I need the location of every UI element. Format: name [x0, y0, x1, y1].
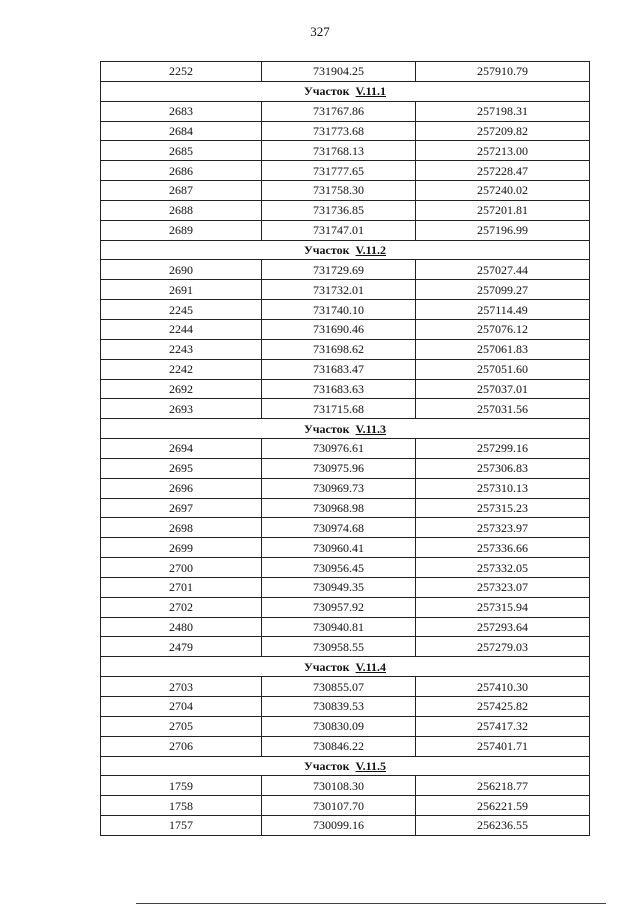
table-row	[101, 716, 590, 736]
y-coordinate-cell: 257315.23	[416, 498, 590, 518]
coordinates-table-body	[101, 62, 590, 836]
point-number-cell: 2693	[101, 399, 262, 419]
x-coordinate-cell: 730975.96	[262, 458, 416, 478]
point-number-cell: 2686	[101, 161, 262, 181]
y-coordinate-cell: 257323.07	[416, 577, 590, 597]
point-number-cell: 2691	[101, 280, 262, 300]
x-coordinate-cell: 731736.85	[262, 200, 416, 220]
y-coordinate-cell: 257076.12	[416, 319, 590, 339]
section-code: V.11.5	[355, 758, 387, 773]
section-code: V.11.2	[355, 243, 387, 258]
table-row	[101, 558, 590, 578]
y-coordinate-cell: 257323.97	[416, 518, 590, 538]
x-coordinate-cell: 730958.55	[262, 637, 416, 657]
table-row	[101, 399, 590, 419]
table-row	[101, 161, 590, 181]
table-row	[101, 260, 590, 280]
point-number-cell: 2700	[101, 558, 262, 578]
point-number-cell: 2684	[101, 121, 262, 141]
point-number-cell: 2698	[101, 518, 262, 538]
point-number-cell: 2242	[101, 359, 262, 379]
table-row	[101, 697, 590, 717]
point-number-cell: 2706	[101, 736, 262, 756]
coordinates-table	[100, 61, 590, 836]
point-number-cell: 2692	[101, 379, 262, 399]
x-coordinate-cell: 731777.65	[262, 161, 416, 181]
table-row	[101, 736, 590, 756]
section-header-cell	[101, 419, 590, 439]
x-coordinate-cell: 730855.07	[262, 677, 416, 697]
x-coordinate-cell: 730099.16	[262, 816, 416, 836]
x-coordinate-cell: 730969.73	[262, 478, 416, 498]
table-row	[101, 637, 590, 657]
section-code: V.11.4	[355, 659, 387, 674]
point-number-cell: 2704	[101, 697, 262, 717]
x-coordinate-cell: 731768.13	[262, 141, 416, 161]
y-coordinate-cell: 257240.02	[416, 181, 590, 201]
y-coordinate-cell: 257293.64	[416, 617, 590, 637]
x-coordinate-cell: 730957.92	[262, 597, 416, 617]
point-number-cell: 1758	[101, 796, 262, 816]
point-number-cell: 2243	[101, 339, 262, 359]
point-number-cell: 2689	[101, 220, 262, 240]
x-coordinate-cell: 730107.70	[262, 796, 416, 816]
x-coordinate-cell: 730846.22	[262, 736, 416, 756]
point-number-cell: 1757	[101, 816, 262, 836]
page-number: 327	[310, 24, 330, 39]
y-coordinate-cell: 257332.05	[416, 558, 590, 578]
table-row	[101, 796, 590, 816]
y-coordinate-cell: 257201.81	[416, 200, 590, 220]
table-row	[101, 379, 590, 399]
y-coordinate-cell: 257401.71	[416, 736, 590, 756]
point-number-cell: 2687	[101, 181, 262, 201]
x-coordinate-cell: 730976.61	[262, 439, 416, 459]
table-row	[101, 538, 590, 558]
y-coordinate-cell: 257425.82	[416, 697, 590, 717]
section-prefix: Участок	[303, 659, 350, 674]
table-row	[101, 458, 590, 478]
x-coordinate-cell: 730974.68	[262, 518, 416, 538]
point-number-cell: 2479	[101, 637, 262, 657]
table-row	[101, 577, 590, 597]
point-number-cell: 2695	[101, 458, 262, 478]
y-coordinate-cell: 257037.01	[416, 379, 590, 399]
y-coordinate-cell: 257196.99	[416, 220, 590, 240]
section-header-cell	[101, 756, 590, 776]
y-coordinate-cell: 257417.32	[416, 716, 590, 736]
y-coordinate-cell: 256218.77	[416, 776, 590, 796]
point-number-cell: 2688	[101, 200, 262, 220]
y-coordinate-cell: 257315.94	[416, 597, 590, 617]
section-prefix: Участок	[303, 758, 350, 773]
table-row	[101, 439, 590, 459]
table-row	[101, 478, 590, 498]
section-prefix: Участок	[303, 243, 350, 258]
y-coordinate-cell: 257228.47	[416, 161, 590, 181]
y-coordinate-cell: 257099.27	[416, 280, 590, 300]
x-coordinate-cell: 731690.46	[262, 319, 416, 339]
point-number-cell: 2703	[101, 677, 262, 697]
y-coordinate-cell: 257279.03	[416, 637, 590, 657]
y-coordinate-cell: 257114.49	[416, 300, 590, 320]
table-row	[101, 181, 590, 201]
point-number-cell: 2683	[101, 101, 262, 121]
point-number-cell: 2697	[101, 498, 262, 518]
section-header-row	[101, 81, 590, 101]
section-header-cell	[101, 81, 590, 101]
y-coordinate-cell: 257299.16	[416, 439, 590, 459]
point-number-cell: 1759	[101, 776, 262, 796]
y-coordinate-cell: 257031.56	[416, 399, 590, 419]
table-row	[101, 62, 590, 82]
point-number-cell: 2701	[101, 577, 262, 597]
y-coordinate-cell: 257209.82	[416, 121, 590, 141]
x-coordinate-cell: 731773.68	[262, 121, 416, 141]
point-number-cell: 2685	[101, 141, 262, 161]
section-header-row	[101, 240, 590, 260]
x-coordinate-cell: 730960.41	[262, 538, 416, 558]
x-coordinate-cell: 730940.81	[262, 617, 416, 637]
section-header-cell	[101, 657, 590, 677]
table-row	[101, 141, 590, 161]
table-row	[101, 220, 590, 240]
y-coordinate-cell: 257061.83	[416, 339, 590, 359]
y-coordinate-cell: 257027.44	[416, 260, 590, 280]
y-coordinate-cell: 257051.60	[416, 359, 590, 379]
point-number-cell: 2696	[101, 478, 262, 498]
section-header-row	[101, 419, 590, 439]
table-row	[101, 319, 590, 339]
table-row	[101, 617, 590, 637]
y-coordinate-cell: 257306.83	[416, 458, 590, 478]
x-coordinate-cell: 731715.68	[262, 399, 416, 419]
x-coordinate-cell: 731758.30	[262, 181, 416, 201]
point-number-cell: 2245	[101, 300, 262, 320]
table-row	[101, 359, 590, 379]
point-number-cell: 2705	[101, 716, 262, 736]
y-coordinate-cell: 257310.13	[416, 478, 590, 498]
x-coordinate-cell: 730839.53	[262, 697, 416, 717]
x-coordinate-cell: 731698.62	[262, 339, 416, 359]
table-row	[101, 776, 590, 796]
x-coordinate-cell: 731767.86	[262, 101, 416, 121]
point-number-cell: 2702	[101, 597, 262, 617]
table-row	[101, 518, 590, 538]
x-coordinate-cell: 730956.45	[262, 558, 416, 578]
bottom-rule	[136, 903, 606, 904]
table-row	[101, 280, 590, 300]
section-header-cell	[101, 240, 590, 260]
point-number-cell: 2699	[101, 538, 262, 558]
point-number-cell: 2252	[101, 62, 262, 82]
y-coordinate-cell: 256236.55	[416, 816, 590, 836]
table-row	[101, 597, 590, 617]
x-coordinate-cell: 731683.63	[262, 379, 416, 399]
table-row	[101, 498, 590, 518]
table-row	[101, 339, 590, 359]
table-row	[101, 200, 590, 220]
table-row	[101, 677, 590, 697]
section-code: V.11.3	[355, 421, 387, 436]
section-prefix: Участок	[303, 421, 350, 436]
x-coordinate-cell: 731747.01	[262, 220, 416, 240]
x-coordinate-cell: 731740.10	[262, 300, 416, 320]
x-coordinate-cell: 731904.25	[262, 62, 416, 82]
section-prefix: Участок	[303, 84, 350, 99]
point-number-cell: 2244	[101, 319, 262, 339]
table-row	[101, 300, 590, 320]
x-coordinate-cell: 731729.69	[262, 260, 416, 280]
y-coordinate-cell: 257910.79	[416, 62, 590, 82]
point-number-cell: 2480	[101, 617, 262, 637]
table-row	[101, 816, 590, 836]
point-number-cell: 2694	[101, 439, 262, 459]
section-header-row	[101, 756, 590, 776]
x-coordinate-cell: 731732.01	[262, 280, 416, 300]
y-coordinate-cell: 257336.66	[416, 538, 590, 558]
x-coordinate-cell: 730949.35	[262, 577, 416, 597]
y-coordinate-cell: 257410.30	[416, 677, 590, 697]
table-row	[101, 121, 590, 141]
x-coordinate-cell: 730968.98	[262, 498, 416, 518]
section-code: V.11.1	[355, 84, 387, 99]
x-coordinate-cell: 730830.09	[262, 716, 416, 736]
x-coordinate-cell: 730108.30	[262, 776, 416, 796]
point-number-cell: 2690	[101, 260, 262, 280]
section-header-row	[101, 657, 590, 677]
table-row	[101, 101, 590, 121]
x-coordinate-cell: 731683.47	[262, 359, 416, 379]
y-coordinate-cell: 256221.59	[416, 796, 590, 816]
y-coordinate-cell: 257213.00	[416, 141, 590, 161]
y-coordinate-cell: 257198.31	[416, 101, 590, 121]
